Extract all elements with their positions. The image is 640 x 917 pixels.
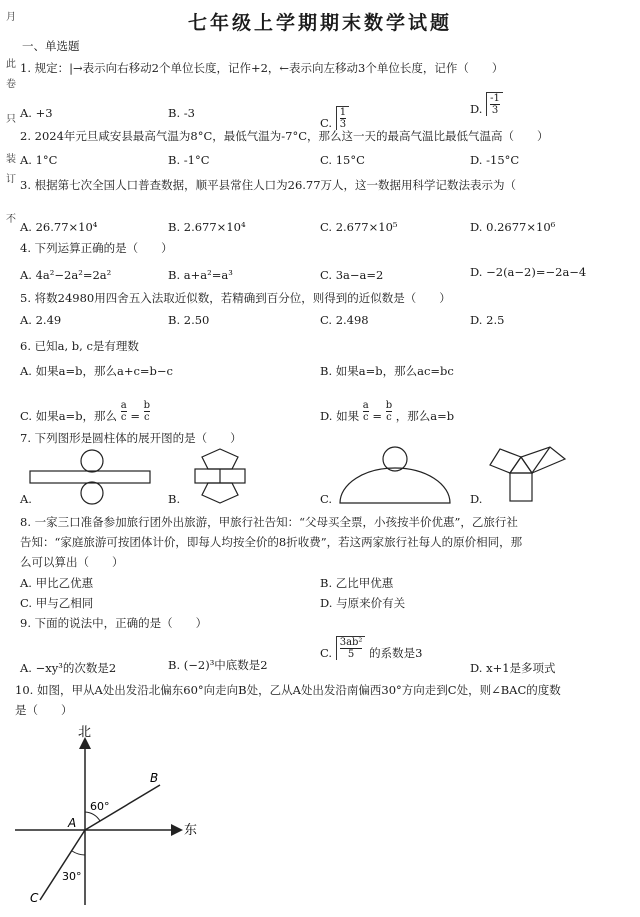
question-9-option-b[interactable]: B. (−2)³中底数是2 [168,658,268,672]
question-4-option-d[interactable]: D. −2(a−2)=−2a−4 [470,265,587,279]
point-a-label: A [68,816,77,830]
question-6-option-a[interactable]: A. 如果a=b，那么a+c=b−c [20,364,173,378]
question-3-option-c[interactable]: C. 2.677×10⁵ [320,220,398,234]
question-3-option-b[interactable]: B. 2.677×10⁴ [168,220,246,234]
angle-arc-30 [72,851,85,855]
question-5-stem: 5. 将数24980用四舍五入法取近似数，若精确到百分位，则得到的近似数是（ ） [20,291,451,305]
question-8-option-c[interactable]: C. 甲与乙相同 [20,596,94,610]
question-7-option-b[interactable]: B. [168,492,181,506]
question-5-option-a[interactable]: A. 2.49 [20,313,62,327]
east-label: 东 [184,823,198,838]
angle-arc-60 [85,812,100,821]
figure-d-net [490,447,565,501]
question-1-option-d[interactable]: D. -1 3 [470,92,503,116]
question-2-option-d[interactable]: D. -15°C [470,153,520,167]
page-title: 七年级上学期期末数学试题 [187,12,452,34]
side-mark: 只 [6,114,16,125]
question-7-option-a[interactable]: A. [20,492,32,506]
question-4-option-c[interactable]: C. 3a−a=2 [320,268,384,282]
question-6-option-c[interactable]: C. 如果a=b，那么 $\frac{a}{c} = \frac{b}{c}$ [20,400,151,423]
question-8-stem-line2: 告知：“家庭旅游可按团体计价，即每人均按全价的8折收费”，若这两家旅行社每人的原价相同，那 [20,535,523,549]
question-1-option-c[interactable]: C. $\frac{1}{3}$ [320,106,349,130]
question-8-option-b[interactable]: B. 乙比甲优惠 [320,576,394,590]
figure-b-net [195,449,245,503]
question-10-stem-line1: 10. 如图，甲从A处出发沿北偏东60°向走向B处，乙从A处出发沿南偏西30°方向走到C处，则∠BAC的度数 [15,683,561,697]
side-mark: 订 [6,174,16,185]
question-9-stem: 9. 下面的说法中，正确的是（ ） [20,616,208,630]
question-2-option-c[interactable]: C. 15°C [320,153,365,167]
question-5-option-b[interactable]: B. 2.50 [168,313,210,327]
question-3-stem: 3. 根据第七次全国人口普查数据，顺平县常住人口为26.77万人，这一数据用科学记数法表示为（ [20,178,517,192]
question-10-figure [10,720,210,915]
side-mark: 装 [6,154,16,165]
question-9-option-a[interactable]: A. −xy³的次数是2 [20,661,117,675]
point-b-label: B [150,771,159,785]
question-4-stem: 4. 下列运算正确的是（ ） [20,241,173,255]
question-3-option-a[interactable]: A. 26.77×10⁴ [20,220,98,234]
question-6-option-d[interactable]: D. 如果 $\frac{a}{c} = \frac{b}{c}$ ，那么a=b [320,400,455,423]
angle-30-label: 30° [62,870,82,883]
question-8-stem-line1: 8. 一家三口准备参加旅行团外出旅游，甲旅行社告知：“父母买全票，小孩按半价优惠”，乙旅行社 [20,515,518,529]
question-2-option-b[interactable]: B. -1°C [168,153,210,167]
question-5-option-d[interactable]: D. 2.5 [470,313,505,327]
figure-c-net [340,447,450,503]
question-1-option-b[interactable]: B. -3 [168,106,195,120]
figure-a-net [30,450,150,504]
question-4-option-a[interactable]: A. 4a²−2a²=2a² [20,268,112,282]
point-c-label: C [30,891,39,905]
side-mark: 卷 [6,79,16,90]
question-3-option-d[interactable]: D. 0.2677×10⁶ [470,220,556,234]
question-8-option-d[interactable]: D. 与原来价有关 [320,596,406,610]
question-9-option-d[interactable]: D. x+1是多项式 [470,661,556,675]
section-heading: 一、单选题 [22,39,80,53]
question-1-stem: 1. 规定：|→表示向右移动2个单位长度，记作+2，←表示向左移动3个单位长度，记作（ ） [20,61,504,75]
north-label: 北 [78,725,92,740]
question-7-stem: 7. 下列图形是圆柱体的展开图的是（ ） [20,431,242,445]
ray-ac [40,830,85,900]
question-7-option-d[interactable]: D. [470,492,483,506]
question-8-option-a[interactable]: A. 甲比乙优惠 [20,576,94,590]
question-6-stem: 6. 已知a, b, c是有理数 [20,339,139,353]
question-5-option-c[interactable]: C. 2.498 [320,313,369,327]
question-6-option-b[interactable]: B. 如果a=b，那么ac=bc [320,364,454,378]
question-9-option-c[interactable]: C. $\frac{\text{3ab²}}{5}$ 的系数是3 [320,637,423,660]
side-mark: 月 [6,12,16,23]
question-7-option-c[interactable]: C. [320,492,333,506]
side-mark: 此 [6,59,16,70]
question-4-option-b[interactable]: B. a+a²=a³ [168,268,233,282]
side-mark: 不 [6,214,16,225]
question-8-stem-line3: 么可以算出（ ） [20,555,124,569]
angle-60-label: 60° [90,800,110,813]
question-2-stem: 2. 2024年元旦咸安县最高气温为8°C，最低气温为-7°C，那么这一天的最高气温比最低气温高（ ） [20,129,549,143]
question-2-option-a[interactable]: A. 1°C [20,153,58,167]
question-1-option-a[interactable]: A. +3 [20,106,53,120]
question-10-stem-line2: 是（ ） [15,703,73,717]
